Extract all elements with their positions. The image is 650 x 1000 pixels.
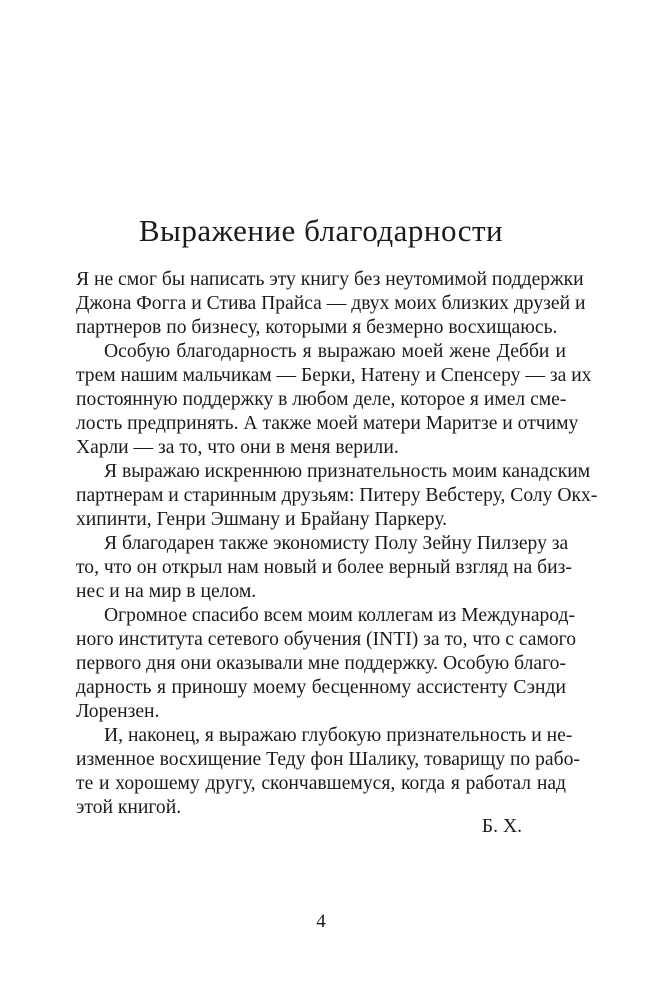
text-line: то, что он открыл нам новый и более верный взгляд на биз- bbox=[76, 557, 572, 578]
text-line: Я выражаю искреннюю признательность моим канадским bbox=[104, 461, 591, 482]
page-number: 4 bbox=[316, 911, 326, 932]
text-line: постоянную поддержку в любом деле, которое я имел сме- bbox=[76, 389, 567, 410]
text-line: Лорензен. bbox=[76, 701, 160, 722]
text-line: первого дня они оказывали мне поддержку. Особую благо- bbox=[76, 653, 566, 674]
text-line: трем нашим мальчикам — Берки, Натену и Спенсеру — за их bbox=[76, 365, 592, 386]
text-line: изменное восхищение Теду фон Шалику, товарищу по рабо- bbox=[76, 749, 580, 770]
text-line: И, наконец, я выражаю глубокую признательность и не- bbox=[104, 725, 573, 746]
text-line: Я не смог бы написать эту книгу без неутомимой поддержки bbox=[76, 269, 584, 290]
paragraph-1 bbox=[76, 268, 586, 340]
page-title: Выражение благодарности bbox=[138, 213, 504, 248]
text-line: лость предпринять. А также моей матери Маритзе и отчиму bbox=[76, 413, 579, 434]
text-line: Я благодарен также экономисту Полу Зейну Пилзеру за bbox=[104, 533, 569, 554]
text-line: партнерам и старинным друзьям: Питеру Вебстеру, Солу Окх- bbox=[76, 485, 598, 506]
paragraph-4 bbox=[76, 532, 572, 604]
paragraph-5 bbox=[76, 604, 577, 724]
text-line: ного института сетевого обучения (INTI) за то, что с самого bbox=[76, 629, 577, 650]
text-line: Огромное спасибо всем моим коллегам из Международ- bbox=[104, 605, 576, 626]
text-line: те и хорошему другу, скончавшемуся, когда я работал над bbox=[76, 773, 566, 794]
paragraph-3 bbox=[76, 460, 598, 532]
paragraph-2 bbox=[76, 340, 592, 460]
text-line: этой книгой. bbox=[76, 797, 182, 818]
text-line: Харли — за то, что они в меня верили. bbox=[76, 437, 399, 458]
text-line: Особую благодарность я выражаю моей жене Дебби и bbox=[104, 341, 566, 362]
paragraph-6 bbox=[76, 724, 580, 820]
text-line: партнеров по бизнесу, которыми я безмерно восхищаюсь. bbox=[76, 317, 558, 338]
text-line: нес и на мир в целом. bbox=[76, 581, 257, 602]
text-line: дарность я приношу моему бесценному ассистенту Сэнди bbox=[76, 677, 566, 698]
text-line: Джона Фогга и Стива Прайса — двух моих близких друзей и bbox=[76, 293, 586, 314]
author-signature: Б. Х. bbox=[481, 816, 522, 837]
acknowledgements-body bbox=[76, 268, 598, 820]
book-page bbox=[76, 0, 598, 1000]
text-line: хипинти, Генри Эшману и Брайану Паркеру. bbox=[76, 509, 448, 530]
